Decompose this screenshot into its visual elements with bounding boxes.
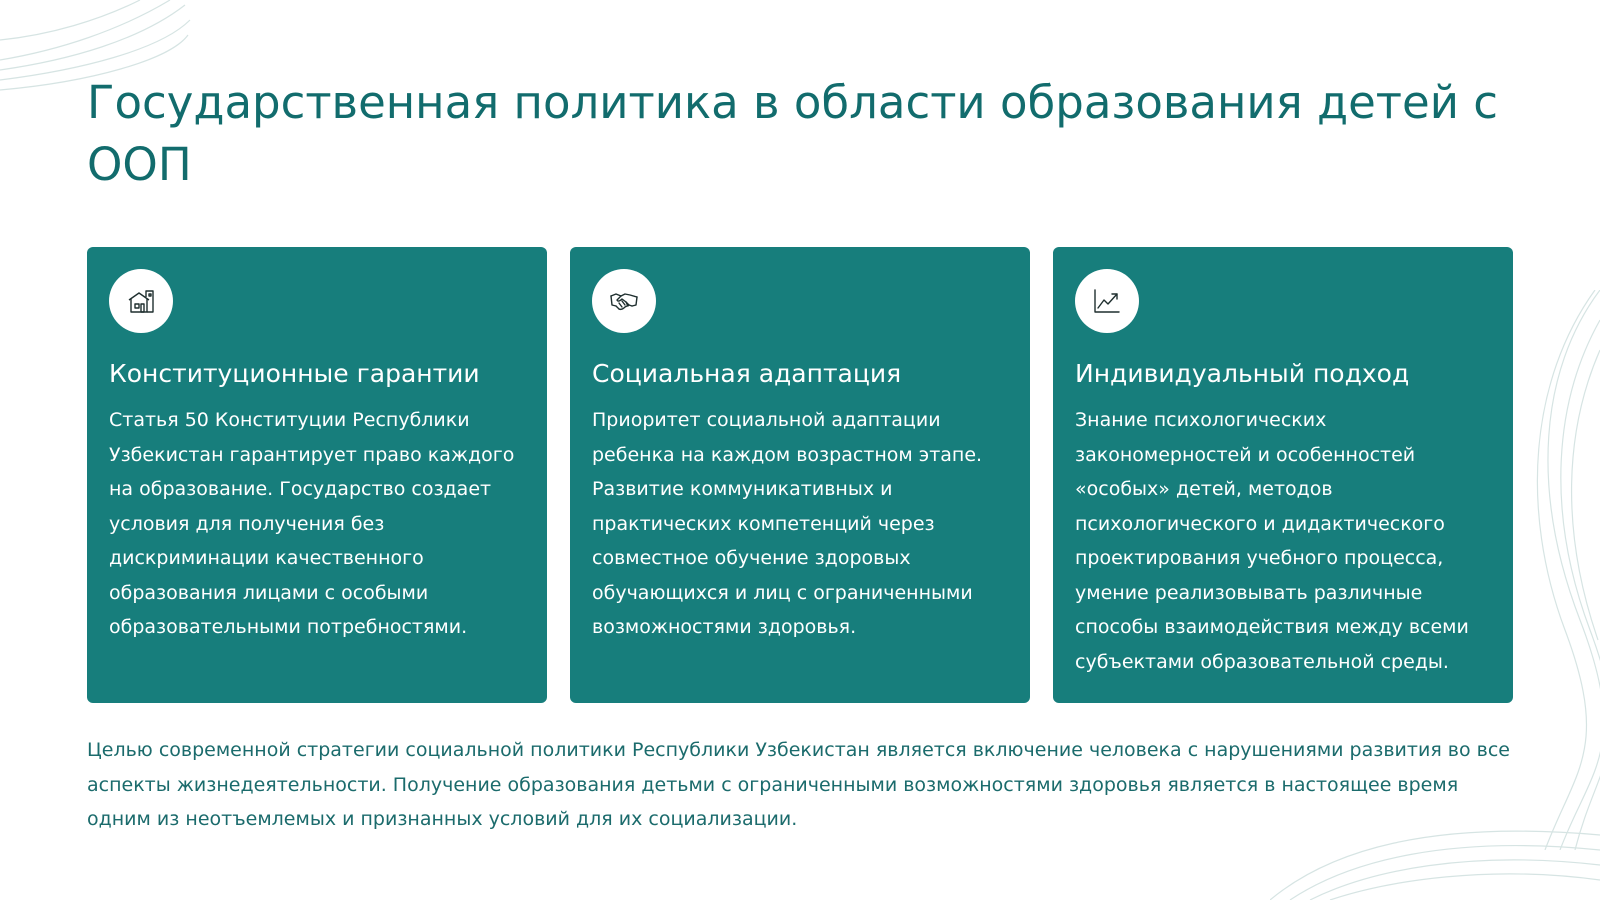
card-text: Знание психологических закономерностей и особенностей «особых» детей, методов психологического и дидактического проектирования учебного процесса, умение реализовывать различные способы взаимодействия между всеми субъектами образовательной среды. (1075, 409, 1469, 673)
icon-badge (1075, 269, 1139, 333)
card-text: Статья 50 Конституции Республики Узбекистан гарантирует право каждого на образование. Государство создает условия для получения без дискриминации качественного образования лицами с особыми образовательными потребностями. (109, 409, 515, 638)
chart-line-icon (1091, 285, 1123, 317)
card-title: Социальная адаптация (592, 359, 902, 388)
icon-badge (109, 269, 173, 333)
decorative-waves-right (1520, 290, 1600, 850)
card-social-adaptation (570, 247, 1030, 703)
card-individual-approach (1053, 247, 1513, 703)
icon-badge (592, 269, 656, 333)
card-text: Приоритет социальной адаптации ребенка на каждом возрастном этапе. Развитие коммуникативных и практических компетенций через совместное обучение здоровых обучающихся и лиц с ограниченными возможностями здоровья. (592, 409, 983, 638)
house-icon (125, 285, 157, 317)
card-title: Индивидуальный подход (1075, 359, 1410, 388)
card-title: Конституционные гарантии (109, 359, 480, 388)
cards-row (87, 247, 1513, 703)
page-title: Государственная политика в области образования детей с ООП (87, 76, 1498, 191)
handshake-icon (608, 285, 640, 317)
card-constitutional-guarantees (87, 247, 547, 703)
summary-paragraph: Целью современной стратегии социальной политики Республики Узбекистан является включение человека с нарушениями развития во все аспекты жизнедеятельности. Получение образования детьми с ограниченными возможностями здоровья является в настоящее время одним из неотъемлемых и признанных условий для их социализации. (87, 739, 1510, 830)
